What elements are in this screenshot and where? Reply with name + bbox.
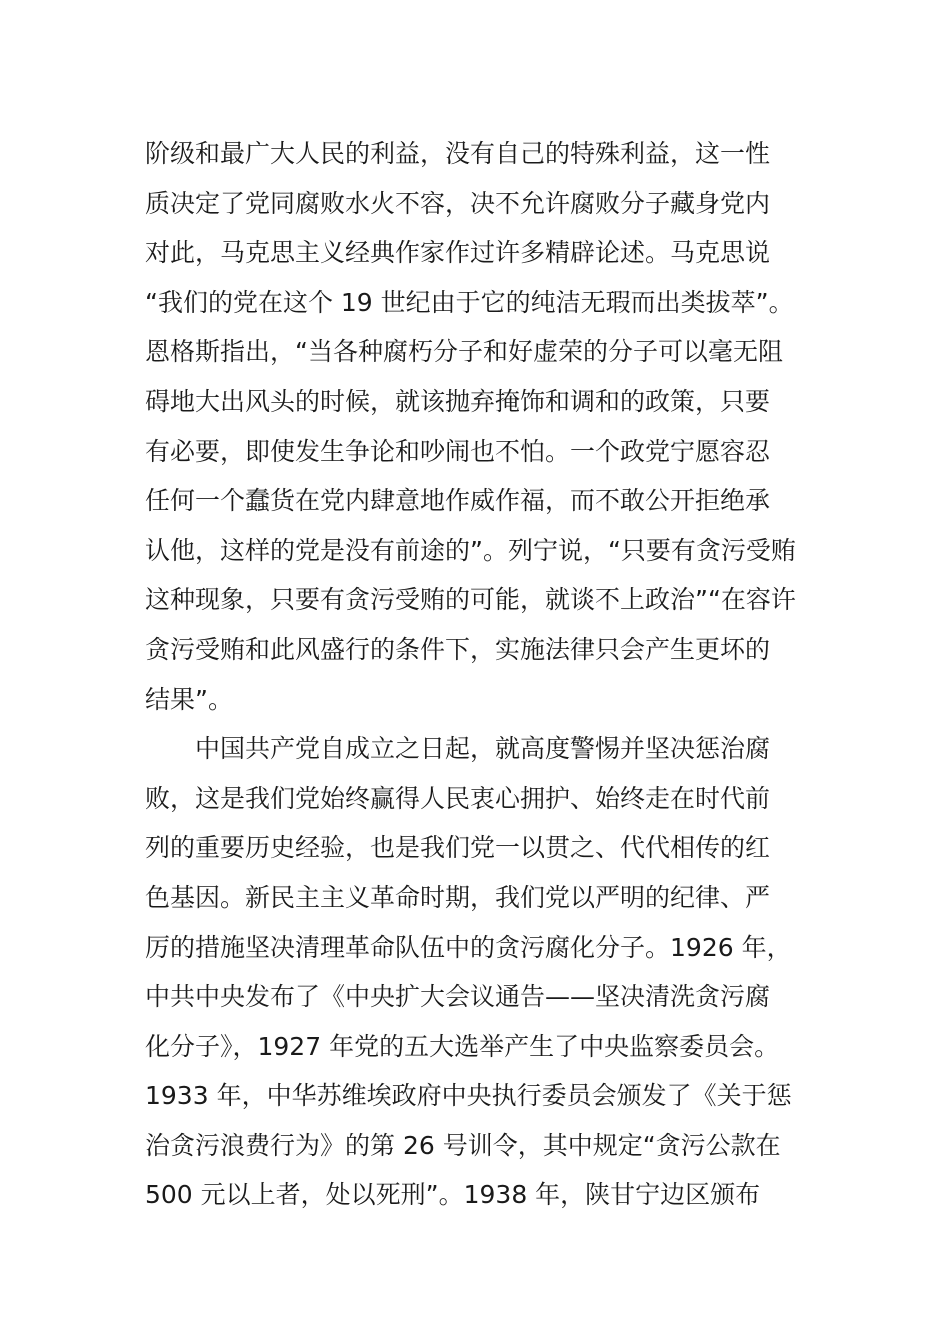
text-line: 质决定了党同腐败水火不容，决不允许腐败分子藏身党内 [145,188,771,218]
text-line: 有必要，即使发生争论和吵闹也不怕。一个政党宁愿容忍 [145,436,771,466]
text-line: 碍地大出风头的时候，就该抛弃掩饰和调和的政策，只要 [145,386,771,416]
text-line: 厉的措施坚决清理革命队伍中的贪污腐化分子。1926 年， [145,932,792,962]
text-line: 败，这是我们党始终赢得人民衷心拥护、始终走在时代前 [145,783,771,813]
text-line: 色基因。新民主主义革命时期，我们党以严明的纪律、严 [145,882,771,912]
body-text [145,129,825,1220]
text-line: 化分子》，1927 年党的五大选举产生了中央监察委员会。 [145,1031,780,1061]
text-line: 这种现象，只要有贪污受贿的可能，就谈不上政治”“在容许 [145,585,796,615]
text-line: 中共中央发布了《中央扩大会议通告——坚决清洗贪污腐 [145,982,771,1012]
text-line: 阶级和最广大人民的利益，没有自己的特殊利益，这一性 [145,139,771,168]
paragraph-start-line: 中国共产党自成立之日起，就高度警惕并坚决惩治腐 [195,734,771,764]
text-line: 1933 年，中华苏维埃政府中央执行委员会颁发了《关于惩 [145,1081,792,1111]
text-line: 任何一个蠢货在党内肆意地作威作福，而不敢公开拒绝承 [145,486,771,516]
text-line: 对此，马克思主义经典作家作过许多精辟论述。马克思说 [145,238,771,268]
text-line: 500 元以上者，处以死刑”。1938 年，陕甘宁边区颁布 [145,1180,761,1210]
text-line: “我们的党在这个 19 世纪由于它的纯洁无瑕而出类拔萃”。 [145,287,794,317]
text-line: 恩格斯指出，“当各种腐朽分子和好虚荣的分子可以毫无阻 [145,337,783,367]
text-line: 治贪污浪费行为》的第 26 号训令，其中规定“贪污公款在 [145,1130,781,1160]
text-line: 列的重要历史经验，也是我们党一以贯之、代代相传的红 [145,833,771,863]
text-line: 贪污受贿和此风盛行的条件下，实施法律只会产生更坏的 [145,634,771,664]
text-line: 认他，这样的党是没有前途的”。列宁说，“只要有贪污受贿 [145,535,796,565]
text-line: 结果”。 [145,684,233,714]
